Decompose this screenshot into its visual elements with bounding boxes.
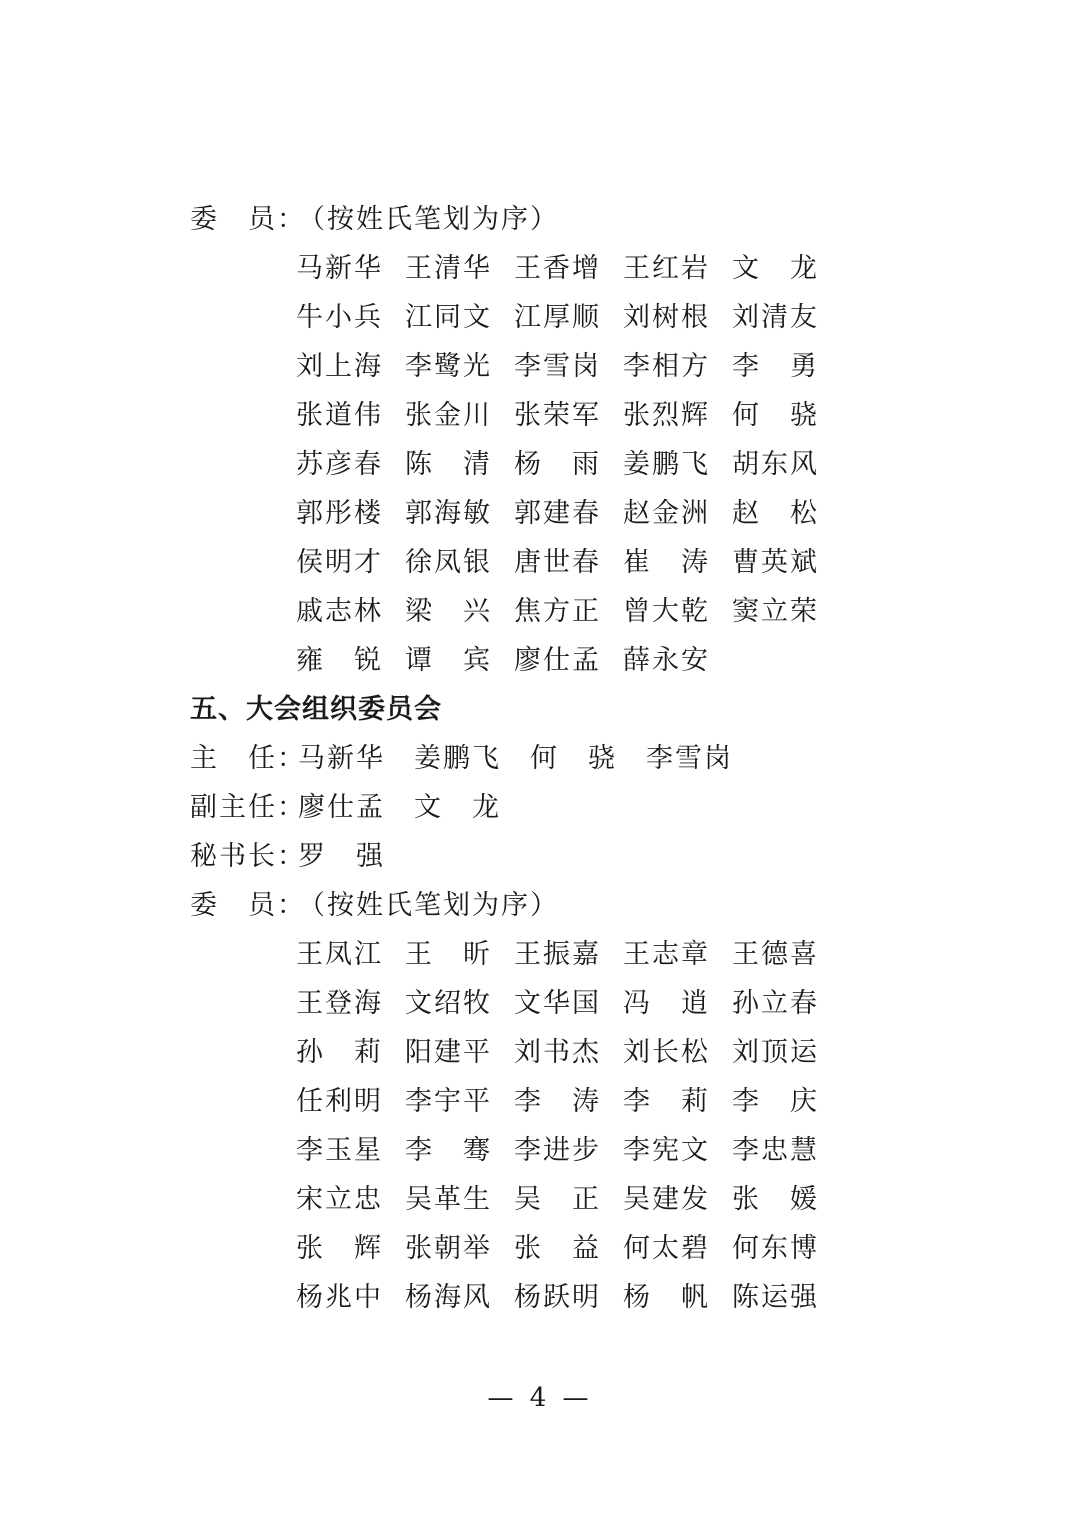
member-name: 侯明才	[296, 547, 383, 578]
member-name: 李 涛	[514, 1086, 601, 1117]
member-name: 江厚顺	[514, 302, 601, 333]
member-name: 王 昕	[405, 939, 492, 970]
member-name: 杨兆中	[296, 1282, 383, 1313]
member-name: 王香增	[514, 253, 601, 284]
name-row	[296, 587, 841, 636]
member-name: 曹英斌	[732, 547, 819, 578]
member-name: 孙立春	[732, 988, 819, 1019]
member-name: 焦方正	[514, 596, 601, 627]
member-name: 张 益	[514, 1233, 601, 1264]
member-name: 杨跃明	[514, 1282, 601, 1313]
member-name: 赵 松	[732, 498, 819, 529]
member-name: 廖仕孟	[514, 645, 601, 676]
section5-director-label: 主 任：	[190, 743, 306, 774]
section5-directors: 马新华 姜鹏飞 何 骁 李雪岗	[298, 743, 733, 774]
member-name: 王凤江	[296, 939, 383, 970]
member-name: 姜鹏飞	[623, 449, 710, 480]
member-name: 刘书杰	[514, 1037, 601, 1068]
member-name: 王清华	[405, 253, 492, 284]
member-name: 李宇平	[405, 1086, 492, 1117]
section5-deputy-label: 副主任：	[190, 792, 306, 823]
name-row	[296, 391, 841, 440]
member-name: 王志章	[623, 939, 710, 970]
section4-members-note: （按姓氏笔划为序）	[298, 204, 559, 235]
member-name: 张 辉	[296, 1233, 383, 1264]
member-name: 杨 帆	[623, 1282, 710, 1313]
name-row	[296, 538, 841, 587]
section4-members-header	[190, 195, 559, 244]
member-name: 文华国	[514, 988, 601, 1019]
member-name: 谭 宾	[405, 645, 492, 676]
name-row	[296, 1224, 841, 1273]
member-name: 王红岩	[623, 253, 710, 284]
name-row	[296, 930, 841, 979]
name-row	[296, 244, 841, 293]
member-name: 李宪文	[623, 1135, 710, 1166]
member-name: 何太碧	[623, 1233, 710, 1264]
section5-heading: 五、大会组织委员会	[190, 694, 442, 725]
member-name: 徐凤银	[405, 547, 492, 578]
section5-members-note: （按姓氏笔划为序）	[298, 890, 559, 921]
member-name: 刘树根	[623, 302, 710, 333]
member-name: 何东博	[732, 1233, 819, 1264]
member-name: 唐世春	[514, 547, 601, 578]
member-name: 梁 兴	[405, 596, 492, 627]
member-name: 崔 涛	[623, 547, 710, 578]
member-name: 李雪岗	[514, 351, 601, 382]
member-name: 窦立荣	[732, 596, 819, 627]
member-name: 江同文	[405, 302, 492, 333]
member-name: 牛小兵	[296, 302, 383, 333]
member-name: 胡东风	[732, 449, 819, 480]
member-name: 张烈辉	[623, 400, 710, 431]
name-row	[296, 1273, 841, 1322]
name-row	[296, 293, 841, 342]
member-name: 李 庆	[732, 1086, 819, 1117]
section5-deputies-line	[190, 783, 501, 832]
member-name: 吴建发	[623, 1184, 710, 1215]
member-name: 王振嘉	[514, 939, 601, 970]
section4-members-grid	[296, 244, 841, 685]
page-number: — 4 —	[487, 1383, 593, 1413]
name-row	[296, 1028, 841, 1077]
member-name: 张道伟	[296, 400, 383, 431]
member-name: 刘上海	[296, 351, 383, 382]
member-name: 李相方	[623, 351, 710, 382]
section5-members-label: 委 员：	[190, 890, 306, 921]
member-name: 何 骁	[732, 400, 819, 431]
member-name: 任利明	[296, 1086, 383, 1117]
member-name: 张荣军	[514, 400, 601, 431]
member-name: 刘清友	[732, 302, 819, 333]
member-name: 陈 清	[405, 449, 492, 480]
member-name: 李进步	[514, 1135, 601, 1166]
member-name: 杨海风	[405, 1282, 492, 1313]
section5-deputies: 廖仕孟 文 龙	[298, 792, 501, 823]
member-name: 孙 莉	[296, 1037, 383, 1068]
name-row	[296, 636, 841, 685]
member-name: 李鹭光	[405, 351, 492, 382]
section5-secretary-label: 秘书长：	[190, 841, 306, 872]
member-name: 郭建春	[514, 498, 601, 529]
member-name: 李 莉	[623, 1086, 710, 1117]
member-name: 李忠慧	[732, 1135, 819, 1166]
member-name: 杨 雨	[514, 449, 601, 480]
name-row	[296, 979, 841, 1028]
section5-members-grid	[296, 930, 841, 1322]
member-name: 张 媛	[732, 1184, 819, 1215]
name-row	[296, 489, 841, 538]
member-name: 王登海	[296, 988, 383, 1019]
member-name: 张朝举	[405, 1233, 492, 1264]
member-name: 冯 逍	[623, 988, 710, 1019]
name-row	[296, 1077, 841, 1126]
member-name: 雍 锐	[296, 645, 383, 676]
member-name: 薛永安	[623, 645, 710, 676]
member-name: 王德喜	[732, 939, 819, 970]
section5-secretary: 罗 强	[298, 841, 385, 872]
name-row	[296, 1175, 841, 1224]
member-name: 李玉星	[296, 1135, 383, 1166]
member-name: 曾大乾	[623, 596, 710, 627]
section4-members-label: 委 员：	[190, 204, 306, 235]
member-name: 马新华	[296, 253, 383, 284]
member-name: 吴革生	[405, 1184, 492, 1215]
member-name: 戚志林	[296, 596, 383, 627]
member-name: 吴 正	[514, 1184, 601, 1215]
member-name: 李 骞	[405, 1135, 492, 1166]
section5-directors-line	[190, 734, 733, 783]
member-name: 刘长松	[623, 1037, 710, 1068]
member-name: 文绍牧	[405, 988, 492, 1019]
member-name: 阳建平	[405, 1037, 492, 1068]
member-name: 刘顶运	[732, 1037, 819, 1068]
member-name: 李 勇	[732, 351, 819, 382]
member-name: 宋立忠	[296, 1184, 383, 1215]
name-row	[296, 440, 841, 489]
member-name: 赵金洲	[623, 498, 710, 529]
member-name: 张金川	[405, 400, 492, 431]
member-name: 陈运强	[732, 1282, 819, 1313]
section5-secretary-line	[190, 832, 385, 881]
name-row	[296, 1126, 841, 1175]
section5-members-header	[190, 881, 559, 930]
member-name: 郭海敏	[405, 498, 492, 529]
member-name: 文 龙	[732, 253, 819, 284]
name-row	[296, 342, 841, 391]
member-name: 郭彤楼	[296, 498, 383, 529]
member-name: 苏彦春	[296, 449, 383, 480]
